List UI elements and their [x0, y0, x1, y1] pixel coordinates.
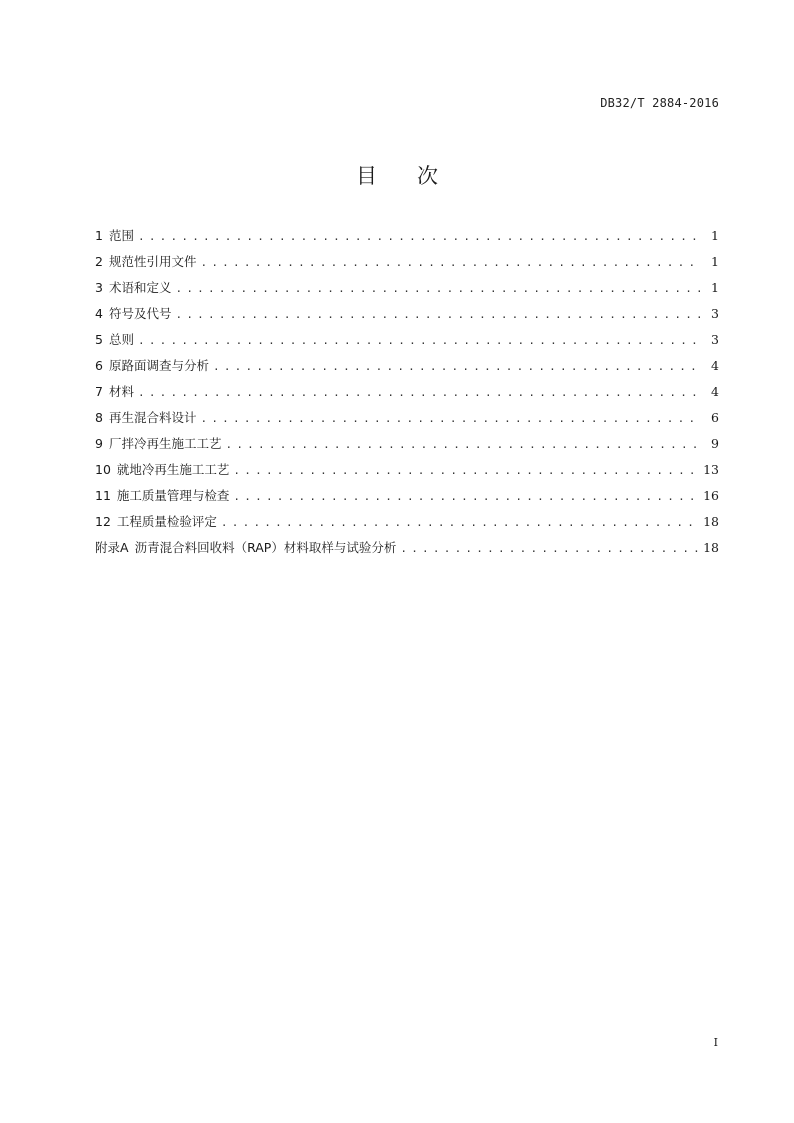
toc-entry[interactable]	[95, 331, 719, 357]
toc-entry-title: 规范性引用文件	[108, 254, 197, 269]
toc-dot-leader	[400, 540, 699, 558]
toc-entry-page: 16	[703, 488, 719, 503]
toc-list	[95, 227, 719, 565]
toc-dot-leader	[213, 358, 701, 376]
toc-dot-leader	[225, 436, 701, 454]
toc-entry-number: 9	[95, 436, 103, 451]
toc-entry-title: 沥青混合料回收料（RAP）材料取样与试验分析	[134, 540, 397, 555]
toc-entry[interactable]	[95, 409, 719, 435]
toc-entry[interactable]	[95, 253, 719, 279]
toc-entry-title: 再生混合料设计	[108, 410, 197, 425]
toc-entry-number: 3	[95, 280, 103, 295]
toc-entry[interactable]	[95, 383, 719, 409]
toc-entry-number: 11	[95, 488, 111, 503]
toc-entry-page: 13	[703, 462, 719, 477]
toc-entry-page: 1	[711, 228, 719, 243]
toc-dot-leader	[200, 410, 701, 428]
toc-entry-page: 4	[711, 358, 719, 373]
toc-entry-number: 6	[95, 358, 103, 373]
toc-entry-title: 术语和定义	[108, 280, 172, 295]
toc-entry-number: 12	[95, 514, 111, 529]
toc-entry[interactable]	[95, 279, 719, 305]
toc-entry-title: 材料	[108, 384, 134, 399]
toc-entry[interactable]	[95, 357, 719, 383]
toc-entry-number: 2	[95, 254, 103, 269]
toc-entry-title: 总则	[108, 332, 134, 347]
toc-entry[interactable]	[95, 305, 719, 331]
page-number: I	[713, 1036, 718, 1049]
toc-entry-page: 3	[711, 332, 719, 347]
toc-entry[interactable]	[95, 435, 719, 461]
toc-dot-leader	[233, 488, 699, 506]
toc-entry-title: 施工质量管理与检查	[116, 488, 230, 503]
toc-dot-leader	[221, 514, 699, 532]
toc-dot-leader	[138, 228, 701, 246]
toc-entry-number: 4	[95, 306, 103, 321]
toc-entry-title: 工程质量检验评定	[116, 514, 217, 529]
toc-entry-number: 7	[95, 384, 103, 399]
toc-entry-number: 5	[95, 332, 103, 347]
toc-entry-number: 10	[95, 462, 111, 477]
toc-entry-title: 范围	[108, 228, 134, 243]
toc-entry-page: 3	[711, 306, 719, 321]
toc-dot-leader	[175, 306, 701, 324]
toc-entry-page: 4	[711, 384, 719, 399]
toc-dot-leader	[138, 384, 701, 402]
document-code: DB32/T 2884-2016	[600, 96, 719, 110]
toc-entry-title: 就地冷再生施工工艺	[116, 462, 230, 477]
toc-entry-number: 8	[95, 410, 103, 425]
toc-dot-leader	[175, 280, 701, 298]
toc-entry-page: 18	[703, 514, 719, 529]
toc-title: 目次	[356, 164, 478, 188]
toc-entry-page: 18	[703, 540, 719, 555]
toc-entry-page: 1	[711, 280, 719, 295]
toc-dot-leader	[138, 332, 701, 350]
toc-dot-leader	[233, 462, 699, 480]
toc-entry-number: 1	[95, 228, 103, 243]
toc-entry-title: 原路面调查与分析	[108, 358, 209, 373]
toc-entry[interactable]	[95, 539, 719, 565]
toc-entry-number: 附录A	[95, 540, 129, 555]
toc-entry-title: 符号及代号	[108, 306, 172, 321]
toc-entry[interactable]	[95, 227, 719, 253]
toc-entry[interactable]	[95, 513, 719, 539]
toc-entry-page: 9	[711, 436, 719, 451]
toc-entry[interactable]	[95, 461, 719, 487]
toc-dot-leader	[200, 254, 701, 272]
toc-entry-page: 6	[711, 410, 719, 425]
toc-entry-title: 厂拌冷再生施工工艺	[108, 436, 222, 451]
toc-entry-page: 1	[711, 254, 719, 269]
toc-entry[interactable]	[95, 487, 719, 513]
